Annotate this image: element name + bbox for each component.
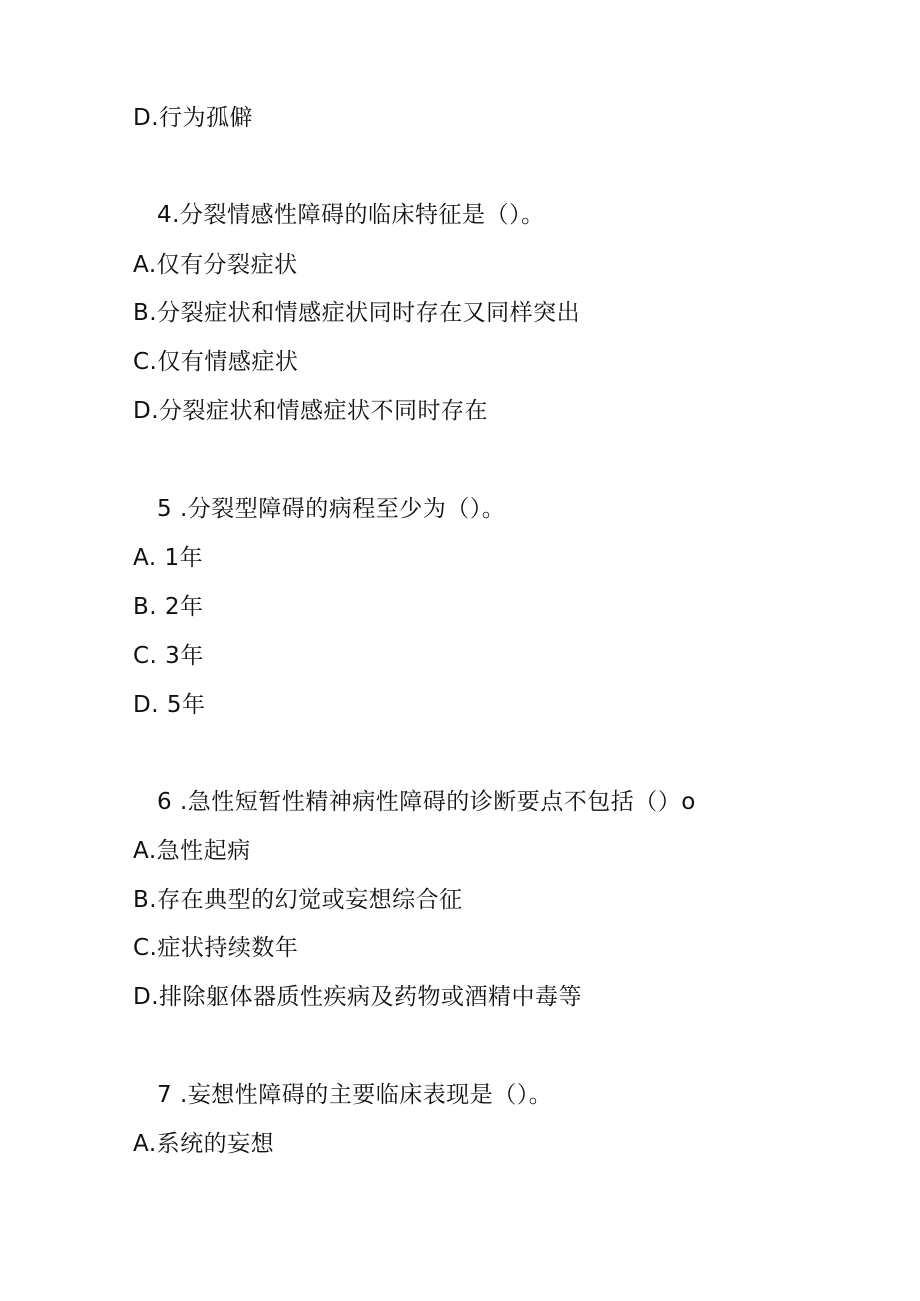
option-3d: D.行为孤僻 (133, 105, 254, 131)
question-4: 4.分裂情感性障碍的临床特征是（）。 (157, 202, 545, 228)
option-6c: C.症状持续数年 (133, 935, 299, 961)
option-6d: D.排除躯体器质性疾病及药物或酒精中毒等 (133, 984, 583, 1010)
option-7a: A.系统的妄想 (133, 1131, 275, 1157)
option-5b: B. 2年 (133, 594, 204, 620)
question-6: 6 .急性短暂性精神病性障碍的诊断要点不包括（）o (157, 789, 696, 815)
option-6b: B.存在典型的幻觉或妄想综合征 (133, 887, 463, 913)
option-4d: D.分裂症状和情感症状不同时存在 (133, 398, 489, 424)
option-5a: A. 1年 (133, 545, 204, 571)
option-4c: C.仅有情感症状 (133, 349, 299, 375)
option-6a: A.急性起病 (133, 838, 251, 864)
question-7: 7 .妄想性障碍的主要临床表现是（）。 (157, 1082, 553, 1108)
option-4a: A.仅有分裂症状 (133, 252, 298, 278)
option-4b: B.分裂症状和情感症状同时存在又同样突出 (133, 300, 581, 326)
option-5d: D. 5年 (133, 692, 206, 718)
option-5c: C. 3年 (133, 643, 204, 669)
question-5: 5 .分裂型障碍的病程至少为（）。 (157, 496, 506, 522)
